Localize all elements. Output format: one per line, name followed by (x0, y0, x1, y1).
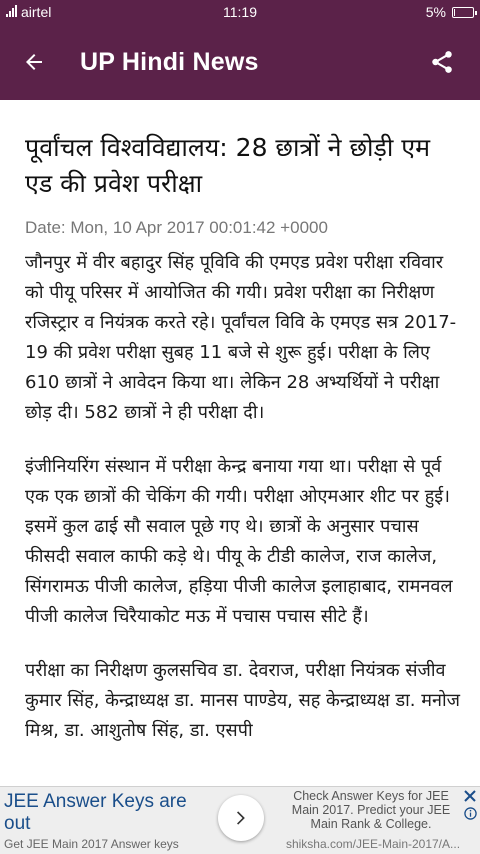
ad-subline[interactable]: Get JEE Main 2017 Answer keys (4, 837, 179, 851)
app-bar (0, 24, 480, 100)
article-date: Date: Mon, 10 Apr 2017 00:01:42 +0000 (25, 218, 328, 237)
share-icon (429, 49, 455, 75)
battery-status (426, 4, 474, 20)
ad-headline[interactable]: JEE Answer Keys are out (4, 791, 187, 834)
arrow-back-icon (22, 50, 46, 74)
article-paragraph: जौनपुर में वीर बहादुर सिंह पूविवि की एमएड प्रवेश परीक्षा रविवार को पीयू परिसर में आयोजित की गयी। प्रवेश परीक्षा का निरीक्षण रजिस्ट्रार व नियंत्रक करते रहे। पूर्वांचल विवि के एमएड सत्र 2017-19 की प्रवेश परीक्षा सुबह 11 बजे से शुरू हुई। परीक्षा के लिए 610 छात्रों ने आवेदन किया था। लेकिन 28 अभ्यर्थियों ने परीक्षा छोड़ दी। 582 छात्रों ने ही परीक्षा दी। (25, 252, 457, 423)
ad-url[interactable]: shiksha.com/JEE-Main-2017/A... (285, 837, 461, 851)
article-paragraph: परीक्षा का निरीक्षण कुलसचिव डा. देवराज, परीक्षा नियंत्रक संजीव कुमार सिंह, केन्द्राध्यक्ष डा. मानस पाण्डेय, सह केन्द्राध्यक्ष डा. मनोज मिश्र, डा. आशुतोष सिंह, डा. एसपी (25, 660, 460, 741)
article-headline: पूर्वांचल विश्वविद्यालय: 28 छात्रों ने छोड़ी एम एड की प्रवेश परीक्षा (25, 133, 431, 198)
article-content[interactable] (0, 100, 480, 786)
chevron-right-icon (231, 808, 251, 828)
battery-icon (452, 7, 474, 18)
article-paragraph: इंजीनियरिंग संस्थान में परीक्षा केन्द्र बनाया गया था। परीक्षा से पूर्व एक एक छात्रों की चेकिंग की गयी। परीक्षा ओएमआर शीट पर हुई। इसमें कुल ढाई सौ सवाल पूछे गए थे। छात्रों के अनुसार पचास फीसदी सवाल काफी कड़े थे। पीयू के टीडी कालेज, राज कालेज, सिंगरामऊ पीजी कालेज, हड़िया पीजी कालेज इलाहाबाद, रामनवल पीजी कालेज चिरैयाकोट मऊ में पचास पचास सीटे हैं। (25, 456, 453, 627)
close-icon[interactable] (464, 790, 476, 802)
battery-level (454, 9, 455, 16)
ad-banner[interactable] (0, 786, 480, 854)
info-icon[interactable] (464, 807, 477, 820)
share-button[interactable] (426, 46, 458, 78)
back-button[interactable] (18, 46, 50, 78)
status-time: 11:19 (223, 4, 257, 20)
ad-description[interactable]: Check Answer Keys for JEE Main 2017. Predict your JEE Main Rank & College. (291, 789, 451, 831)
battery-percent: 5% (425, 4, 446, 20)
carrier-name: airtel (21, 4, 52, 20)
ad-next-button[interactable] (218, 795, 264, 841)
app-title: UP Hindi News (80, 48, 259, 76)
status-bar (0, 0, 480, 24)
